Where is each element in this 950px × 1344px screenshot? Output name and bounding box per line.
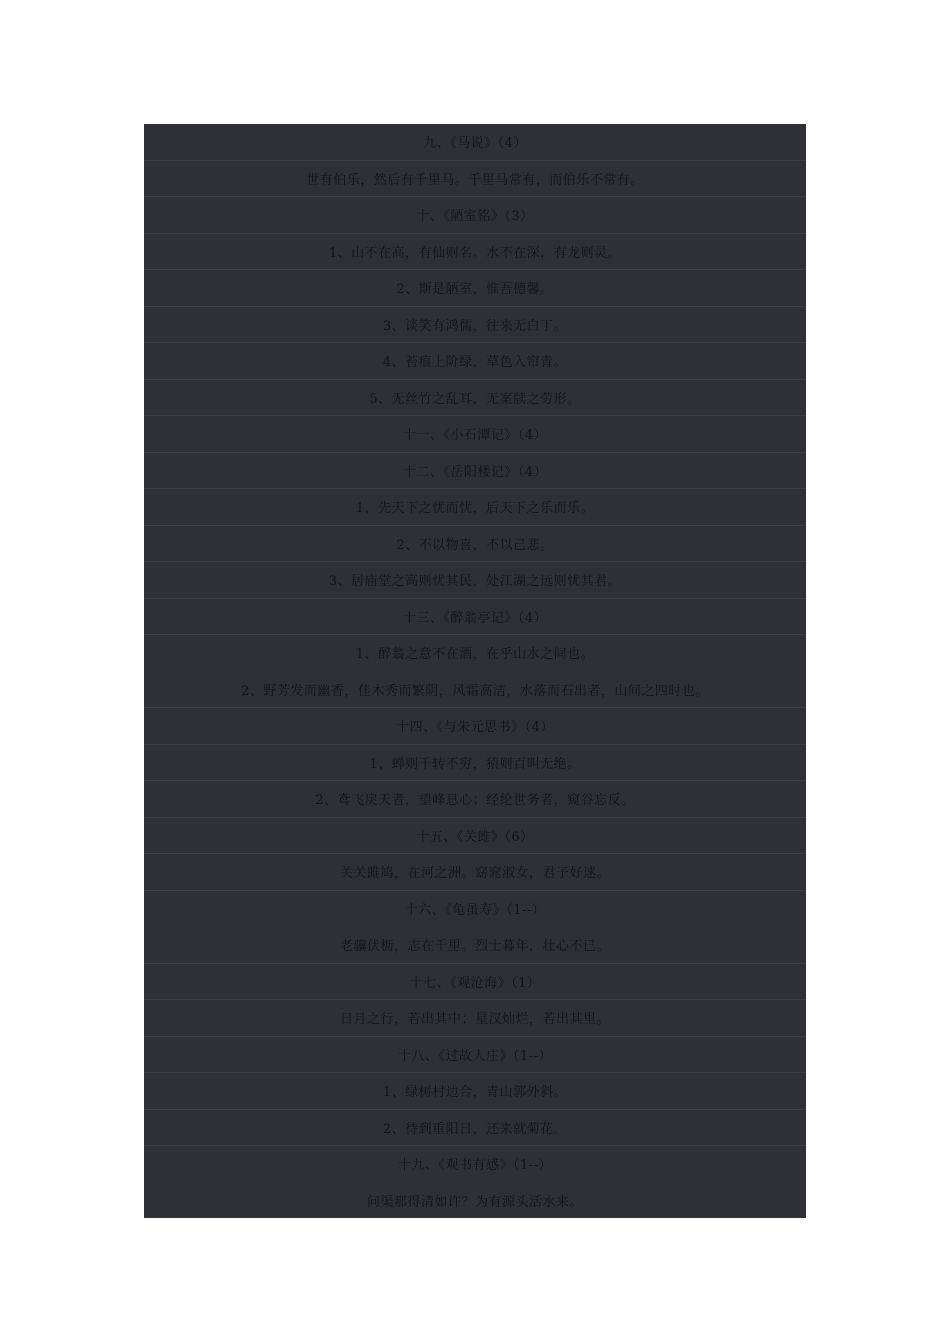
text-row	[144, 1183, 806, 1219]
text-row	[144, 708, 806, 745]
text-row	[144, 197, 806, 234]
row-text: 2、斯是陋室，惟吾德馨。	[396, 282, 554, 298]
text-row	[144, 416, 806, 453]
row-text: 世有伯乐，然后有千里马。千里马常有，而伯乐不常有。	[306, 172, 644, 188]
text-row	[144, 124, 806, 161]
row-text: 2、野芳发而幽香，佳木秀而繁阴，风霜高洁，水落而石出者，山间之四时也。	[241, 683, 709, 699]
text-row	[144, 599, 806, 636]
text-row	[144, 380, 806, 417]
row-text: 十四、《与朱元思书》（4）	[396, 720, 554, 736]
row-text: 十一、《小石潭记》（4）	[402, 428, 548, 444]
row-text: 2、不以物喜，不以己悲。	[396, 537, 554, 553]
row-text: 1、蝉则千转不穷，猿则百叫无绝。	[369, 756, 581, 772]
text-row	[144, 891, 806, 928]
row-text: 1、山不在高，有仙则名。水不在深，有龙则灵。	[328, 245, 622, 261]
row-text: 2、鸢飞戾天者，望峰息心；经纶世务者，窥谷忘反。	[315, 793, 635, 809]
row-text: 十七、《观沧海》（1）	[409, 975, 541, 991]
row-text: 十五、《关雎》（6）	[416, 829, 534, 845]
row-text: 5、无丝竹之乱耳，无案牍之劳形。	[369, 391, 581, 407]
row-text: 问渠那得清如许？为有源头活水来。	[366, 1194, 583, 1210]
text-row	[144, 1110, 806, 1147]
row-text: 十八、《过故人庄》（1--）	[397, 1048, 553, 1064]
text-row	[144, 854, 806, 891]
text-row	[144, 1146, 806, 1183]
row-text: 日月之行，若出其中；星汉灿烂，若出其里。	[339, 1012, 610, 1028]
row-text: 老骥伏枥，志在千里。烈士暮年，壮心不已。	[339, 939, 610, 955]
row-text: 十二、《岳阳楼记》（4）	[402, 464, 548, 480]
row-text: 1、绿树村边合，青山郭外斜。	[382, 1085, 568, 1101]
row-text: 4、苔痕上阶绿，草色入帘青。	[382, 355, 568, 371]
row-text: 十九、《观书有感》（1--）	[397, 1158, 553, 1174]
row-text: 十三、《醉翁亭记》（4）	[402, 610, 548, 626]
text-row	[144, 964, 806, 1001]
text-row	[144, 270, 806, 307]
text-row	[144, 1073, 806, 1110]
text-row	[144, 927, 806, 964]
text-row	[144, 1037, 806, 1074]
text-row	[144, 635, 806, 672]
text-row	[144, 672, 806, 709]
text-row	[144, 307, 806, 344]
text-row	[144, 489, 806, 526]
row-text: 十、《陋室铭》（3）	[416, 209, 534, 225]
text-row	[144, 234, 806, 271]
row-text: 九、《马说》（4）	[423, 136, 527, 152]
text-row	[144, 453, 806, 490]
text-row	[144, 526, 806, 563]
text-row	[144, 818, 806, 855]
row-text: 3、谈笑有鸿儒，往来无白丁。	[382, 318, 568, 334]
poem-list-panel	[144, 124, 806, 1218]
text-row	[144, 161, 806, 198]
text-row	[144, 562, 806, 599]
row-text: 2、待到重阳日，还来就菊花。	[382, 1121, 568, 1137]
text-row	[144, 745, 806, 782]
text-row	[144, 781, 806, 818]
row-text: 3、居庙堂之高则忧其民，处江湖之远则忧其君。	[328, 574, 622, 590]
row-text: 1、先天下之忧而忧，后天下之乐而乐。	[355, 501, 595, 517]
row-text: 关关雎鸠，在河之洲。窈窕淑女，君子好逑。	[339, 866, 610, 882]
row-text: 1、醉翁之意不在酒，在乎山水之间也。	[355, 647, 595, 663]
row-text: 十六、《龟虽寿》（1--）	[404, 902, 546, 918]
text-row	[144, 343, 806, 380]
text-row	[144, 1000, 806, 1037]
